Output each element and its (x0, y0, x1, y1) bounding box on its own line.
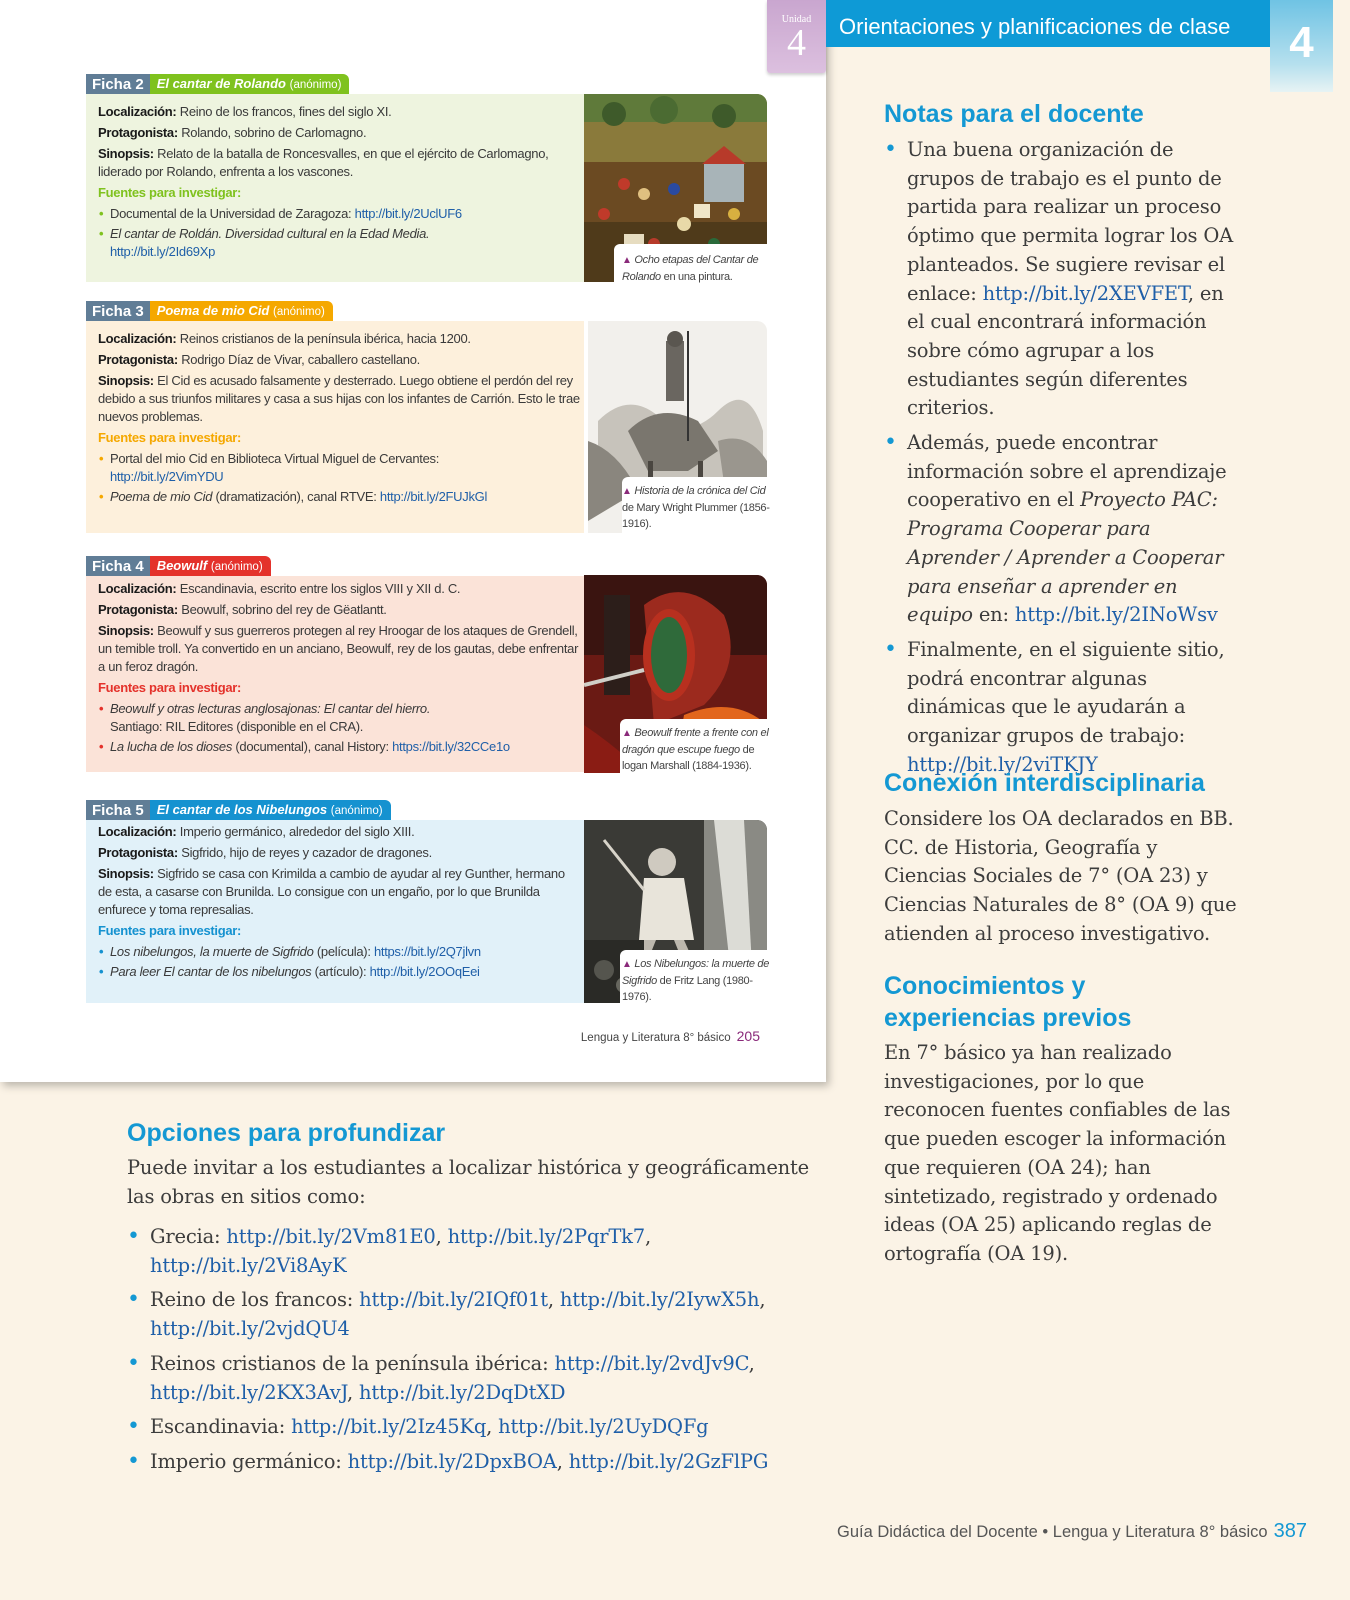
source-text: (artículo): (311, 964, 370, 979)
place-link[interactable]: http://bit.ly/2PqrTk7 (447, 1225, 645, 1248)
list-item: • Finalmente, en el siguiente sitio, podrá encontrar algunas dinámicas que le ayudarán a organizar grupos de trabajo: http://bit.ly/2viTKJY (884, 636, 1225, 776)
note-link[interactable]: http://bit.ly/2XEVFET (982, 281, 1188, 305)
image-caption: ▲ Beowulf frente a frente con el dragón que escupe fuego de logan Marshall (1884-1936). (622, 727, 769, 772)
protagonista-value: Rodrigo Díaz de Vivar, caballero castellano. (181, 352, 420, 367)
place-link[interactable]: http://bit.ly/2UyDQFg (498, 1415, 709, 1439)
ficha-4 (86, 556, 767, 778)
student-page (0, 0, 826, 1082)
footer-text: Lengua y Literatura 8° básico (580, 1032, 731, 1044)
ficha-3 (86, 301, 770, 533)
list-item: • El cantar de Roldán. Diversidad cultural en la Edad Media. http://bit.ly/2Id69Xp (99, 226, 430, 259)
place-label: Reino de los francos: (150, 1288, 360, 1312)
ficha-title-text: El cantar de Rolando (156, 76, 286, 91)
fuentes-heading: Fuentes para investigar: (98, 185, 242, 200)
unit-tab (767, 0, 826, 73)
fuentes-heading: Fuentes para investigar: (98, 430, 242, 445)
list-item: • Además, puede encontrar información sobre el aprendizaje cooperativo en el Proyecto PAC: Programa Cooperar para Aprender / Aprender a Cooperar para enseñar a aprender en equipo en: http://bit.ly/2INoWsv (884, 430, 1227, 627)
protagonista-label: Protagonista: (98, 352, 178, 367)
fuentes-list (98, 205, 580, 261)
list-item: • Beowulf y otras lecturas anglosajonas: El cantar del hierro. Santiago: RIL Editores (disponible en el CRA). (99, 701, 431, 734)
protagonista-label: Protagonista: (98, 602, 178, 617)
protagonista-value: Sigfrido, hijo de reyes y cazador de dragones. (181, 845, 432, 860)
place-link[interactable]: http://bit.ly/2vdJv9C (554, 1351, 749, 1375)
ficha-number: Ficha 5 (86, 800, 150, 820)
source-link[interactable]: http://bit.ly/2VimYDU (110, 469, 224, 484)
conexion-title: Conexión interdisciplinaria (884, 769, 1205, 797)
note-text: , en el cual encontrará información sobre cómo agrupar a los estudiantes según diferentes criterios. (907, 281, 1224, 420)
place-label: Reinos cristianos de la península ibérica: (150, 1351, 555, 1375)
ficha-header (86, 301, 333, 321)
list-item: • Grecia: http://bit.ly/2Vm81E0, http://bit.ly/2PqrTk7, http://bit.ly/2Vi8AyK (127, 1224, 651, 1277)
ficha-anon: (anónimo) (273, 306, 325, 318)
localizacion-value: Escandinavia, escrito entre los siglos VIII y XII d. C. (179, 581, 461, 596)
image-caption: ▲ Ocho etapas del Cantar de Rolando en una pintura. (622, 254, 759, 283)
guide-title: Orientaciones y planificaciones de clase (839, 14, 1231, 39)
sinopsis-value: Sigfrido se casa con Krimilda a cambio de ayudar al rey Gunther, hermano de esta, a casarse con Brunilda. Lo consigue con un engaño, por lo que Brunilda enfurece y toma represalias. (98, 866, 565, 917)
opciones-intro: Puede invitar a los estudiantes a localizar histórica y geográficamente las obras en sitios como: (127, 1156, 810, 1208)
fuentes-list (98, 700, 580, 756)
list-item: • Portal del mio Cid en Biblioteca Virtual Miguel de Cervantes: http://bit.ly/2VimYDU (99, 451, 440, 484)
ficha-2 (86, 74, 767, 284)
source-title: Para leer El cantar de los nibelungos (110, 964, 312, 979)
conocimientos-title-line: experiencias previos (884, 1004, 1132, 1032)
note-text: en: (972, 603, 1015, 627)
footer-text: Guía Didáctica del Docente • Lengua y Literatura 8° básico (836, 1523, 1268, 1541)
opciones-title: Opciones para profundizar (127, 1119, 446, 1147)
opciones-list (127, 1223, 832, 1483)
place-link[interactable]: http://bit.ly/2DqDtXD (359, 1380, 566, 1404)
fuentes-list (98, 450, 580, 506)
sinopsis-label: Sinopsis: (98, 146, 154, 161)
localizacion-value: Imperio germánico, alrededor del siglo XIII. (179, 824, 415, 839)
ficha-body (86, 820, 586, 989)
notas-list (884, 136, 1244, 785)
caption-title: Los Nibelungos: la muerte de Sigfrido (622, 958, 770, 987)
student-page-footer (581, 1028, 760, 1044)
ficha-header (86, 556, 271, 576)
place-link[interactable]: http://bit.ly/2IQf01t (359, 1288, 548, 1312)
ficha-body (86, 576, 586, 764)
conocimientos-text: En 7° básico ya han realizado investigaciones, por lo que reconocen fuentes confiables de las que pueden escoger la información que requieren (OA 24); han sintetizado, registrado y ordenado ideas (OA 25) aplicando reglas de ortografía (OA 19). (884, 1041, 1231, 1265)
source-text: Documental de la Universidad de Zaragoza: (110, 206, 355, 221)
protagonista-label: Protagonista: (98, 845, 178, 860)
caption-text: en una pintura. (660, 271, 733, 283)
place-link[interactable]: http://bit.ly/2KX3AvJ (150, 1380, 348, 1404)
sinopsis-label: Sinopsis: (98, 373, 154, 388)
page-number: 387 (1273, 1520, 1307, 1542)
source-title: Los nibelungos, la muerte de Sigfrido (110, 944, 314, 959)
caption-text: de Mary Wright Plummer (1856-1916). (622, 502, 770, 530)
place-link[interactable]: http://bit.ly/2GzFlPG (568, 1449, 769, 1473)
list-item: • Una buena organización de grupos de trabajo es el punto de partida para realizar un proceso óptimo que permita lograr los OA planteados. Se sugiere revisar el enlace: http://bit.ly/2XEVFET, en el cual encontrará información sobre cómo agrupar a los estudiantes según diferentes criterios. (884, 137, 1234, 420)
conexion-text: Considere los OA declarados en BB. CC. de Historia, Geografía y Ciencias Sociales de 7° (OA 23) y Ciencias Naturales de 8° (OA 9) que atienden al proceso investigativo. (884, 807, 1237, 945)
ficha-number: Ficha 2 (86, 74, 150, 94)
source-link[interactable]: https://bit.ly/2Q7jlvn (373, 944, 481, 959)
image-caption: ▲ Los Nibelungos: la muerte de Sigfrido de Fritz Lang (1980-1976). (622, 958, 770, 1003)
source-text: Portal del mio Cid en Biblioteca Virtual Miguel de Cervantes: (110, 451, 440, 466)
localizacion-label: Localización: (98, 104, 177, 119)
protagonista-value: Beowulf, sobrino del rey de Gëatlantt. (181, 602, 387, 617)
source-text: (película): (313, 944, 374, 959)
list-item: • Los nibelungos, la muerte de Sigfrido (película): https://bit.ly/2Q7jlvn (99, 944, 481, 959)
sinopsis-value: El Cid es acusado falsamente y desterrado. Luego obtiene el perdón del rey debido a sus triunfos militares y casa a sus hijas con los infantes de Carrión. Esto le trae nuevos problemas. (98, 373, 580, 424)
caption-title: Ocho etapas del Cantar de Rolando (622, 254, 759, 283)
source-title: La lucha de los dioses (110, 739, 233, 754)
place-link[interactable]: http://bit.ly/2Iz45Kq (291, 1415, 487, 1439)
note-text: Una buena organización de grupos de trabajo es el punto de partida para realizar un proceso óptimo que permita lograr los OA planteados. Se sugiere revisar el enlace: (907, 138, 1234, 305)
place-label: Grecia: (150, 1225, 227, 1248)
ficha-title-text: Beowulf (156, 558, 208, 573)
sinopsis-label: Sinopsis: (98, 623, 154, 638)
list-item: • La lucha de los dioses (documental), canal History: https://bit.ly/32CCe1o (99, 739, 510, 754)
caption-text: de Fritz Lang (1980-1976). (622, 975, 753, 1003)
source-title: El cantar de Roldán. Diversidad cultural en la Edad Media. (110, 226, 430, 241)
note-link[interactable]: http://bit.ly/2INoWsv (1014, 603, 1218, 627)
notas-title: Notas para el docente (884, 100, 1144, 128)
place-link[interactable]: http://bit.ly/2DpxBOA (347, 1449, 557, 1473)
source-link[interactable]: http://bit.ly/2UclUF6 (354, 206, 462, 221)
ficha-title (150, 301, 333, 321)
ficha-title (150, 800, 391, 820)
source-title: Beowulf y otras lecturas anglosajonas: El cantar del hierro. (110, 701, 431, 716)
note-text: Además, puede encontrar información sobre el aprendizaje cooperativo en el (907, 431, 1227, 512)
list-item: • Reinos cristianos de la península ibérica: http://bit.ly/2vdJv9C, http://bit.ly/2KX3AvJ, http://bit.ly/2DqDtXD (127, 1350, 755, 1404)
source-text: Santiago: RIL Editores (disponible en el CRA). (110, 719, 364, 734)
localizacion-label: Localización: (98, 581, 177, 596)
ficha-anon: (anónimo) (289, 79, 342, 91)
ficha-5 (86, 800, 770, 1008)
conocimientos-title-line: Conocimientos y (884, 972, 1086, 1000)
source-link[interactable]: http://bit.ly/2Id69Xp (110, 244, 215, 259)
unit-label: Unidad (781, 14, 812, 25)
ficha-anon: (anónimo) (210, 561, 263, 573)
fuentes-heading: Fuentes para investigar: (98, 923, 242, 938)
ficha-header (86, 800, 391, 820)
list-item: • Escandinavia: http://bit.ly/2Iz45Kq, http://bit.ly/2UyDQFg (127, 1414, 709, 1440)
source-link[interactable]: https://bit.ly/32CCe1o (392, 739, 510, 754)
place-label: Escandinavia: (150, 1415, 292, 1439)
guide-header (826, 0, 1270, 47)
note-link[interactable]: http://bit.ly/2viTKJY (907, 752, 1098, 776)
ficha-body (86, 321, 586, 514)
caption-text: de logan Marshall (1884-1936). (622, 744, 755, 772)
localizacion-label: Localización: (98, 331, 177, 346)
list-item: • Reino de los francos: http://bit.ly/2IQf01t, http://bit.ly/2IywX5h, http://bit.ly/2vjdQU4 (127, 1287, 766, 1341)
ficha-number: Ficha 4 (86, 556, 150, 576)
caption-title: Historia de la crónica del Cid (634, 485, 766, 497)
page-number: 205 (736, 1028, 760, 1044)
list-item: • Documental de la Universidad de Zaragoza: http://bit.ly/2UclUF6 (99, 206, 462, 221)
fuentes-list (98, 943, 580, 981)
source-text: (documental), canal History: (232, 739, 393, 754)
protagonista-label: Protagonista: (98, 125, 178, 140)
source-text: (dramatización), canal RTVE: (212, 489, 380, 504)
place-label: Imperio germánico: (150, 1449, 348, 1473)
ficha-number: Ficha 3 (86, 301, 150, 321)
list-item: • Imperio germánico: http://bit.ly/2DpxBOA, http://bit.ly/2GzFlPG (127, 1448, 769, 1474)
place-link[interactable]: http://bit.ly/2Vm81E0 (226, 1225, 436, 1248)
ficha-title-text: Poema de mio Cid (156, 303, 270, 318)
ficha-anon: (anónimo) (330, 805, 383, 817)
guide-unit-number: 4 (1270, 0, 1333, 92)
place-link[interactable]: http://bit.ly/2vjdQU4 (150, 1317, 350, 1341)
source-link[interactable]: http://bit.ly/2FUJkGl (379, 489, 488, 504)
ficha-body (86, 94, 586, 269)
sinopsis-value: Relato de la batalla de Roncesvalles, en que el ejército de Carlomagno, liderado por Rolando, enfrenta a los vascones. (98, 146, 549, 179)
localizacion-value: Reino de los francos, fines del siglo XI. (179, 104, 392, 119)
place-link[interactable]: http://bit.ly/2IywX5h (559, 1288, 760, 1312)
localizacion-label: Localización: (98, 824, 177, 839)
ficha-title (150, 556, 271, 576)
source-link[interactable]: http://bit.ly/2OOqEei (369, 964, 480, 979)
list-item: • Poema de mio Cid (dramatización), canal RTVE: http://bit.ly/2FUJkGl (99, 489, 488, 504)
list-item: • Para leer El cantar de los nibelungos (artículo): http://bit.ly/2OOqEei (99, 964, 480, 979)
conocimientos-title (884, 970, 1131, 1034)
place-link[interactable]: http://bit.ly/2Vi8AyK (150, 1253, 347, 1277)
note-text: Finalmente, en el siguiente sitio, podrá encontrar algunas dinámicas que le ayudarán a organizar grupos de trabajo: (907, 637, 1225, 748)
localizacion-value: Reinos cristianos de la península ibérica, hacia 1200. (179, 331, 471, 346)
ficha-title-text: El cantar de los Nibelungos (156, 802, 328, 817)
unit-number: 4 (787, 22, 806, 64)
image-caption: ▲ Historia de la crónica del Cid de Mary Wright Plummer (1856-1916). (622, 485, 770, 530)
ficha-header (86, 74, 349, 94)
fuentes-heading: Fuentes para investigar: (98, 680, 242, 695)
sinopsis-label: Sinopsis: (98, 866, 154, 881)
ficha-title (150, 74, 350, 94)
protagonista-value: Rolando, sobrino de Carlomagno. (181, 125, 367, 140)
sinopsis-value: Beowulf y sus guerreros protegen al rey Hroogar de los ataques de Grendell, un temible troll. Ya convertido en un anciano, Beowulf, rey de los gautas, debe enfrentar a un feroz dragón. (98, 623, 579, 674)
source-title: Poema de mio Cid (110, 489, 213, 504)
guide-footer (837, 1520, 1307, 1543)
caption-title: Beowulf frente a frente con el dragón que escupe fuego (622, 727, 769, 756)
note-title: Proyecto PAC: Programa Cooperar para Aprender / Aprender a Cooperar para enseñar a aprender en equipo (907, 488, 1224, 627)
